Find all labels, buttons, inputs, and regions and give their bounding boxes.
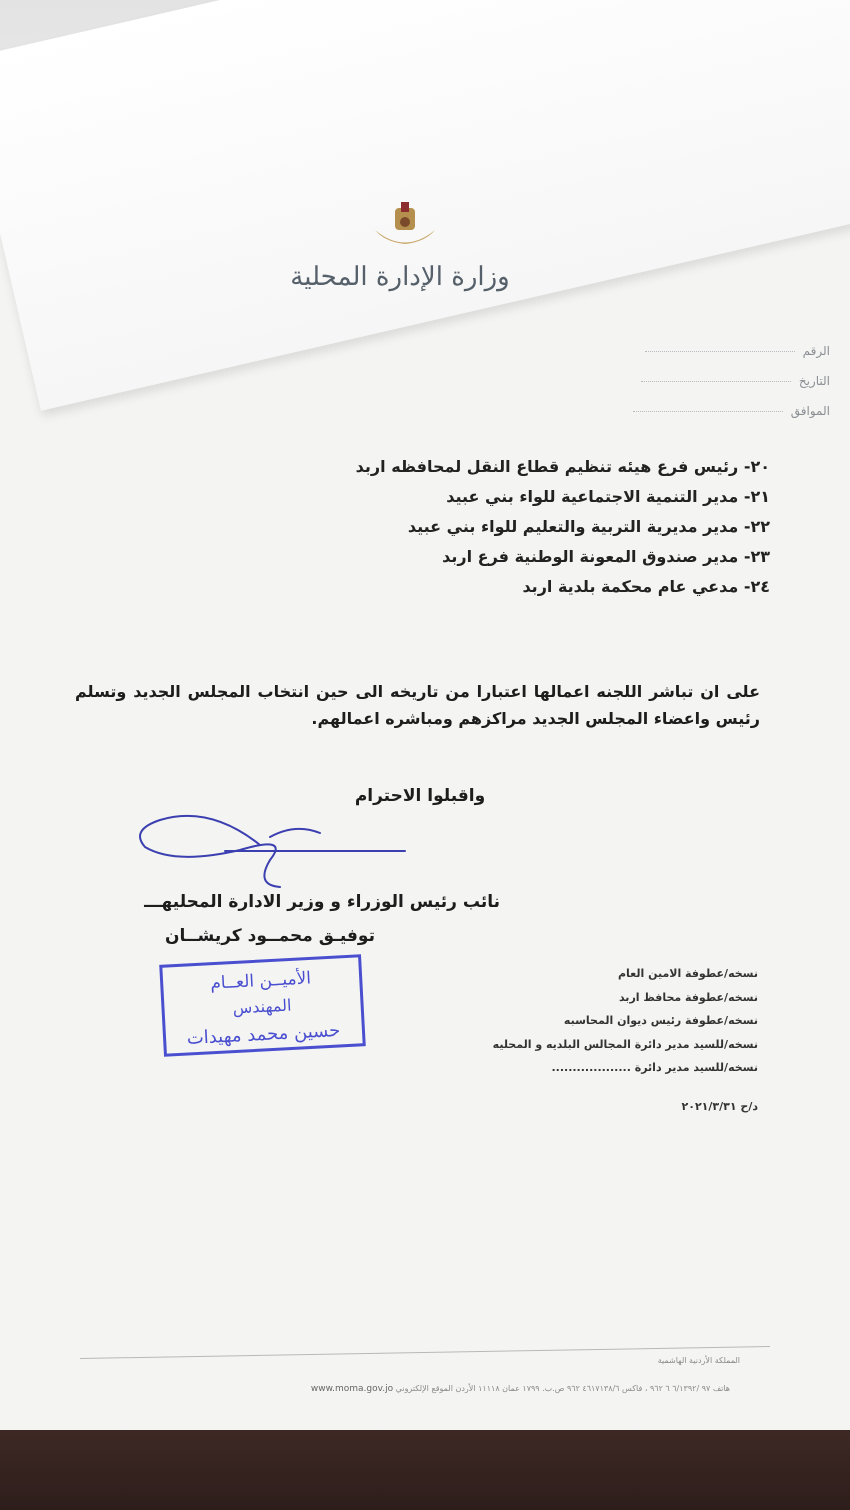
footer-contact (130, 1384, 730, 1394)
copy-item: نسخه/عطوفة محافظ اربد (618, 990, 758, 1004)
svg-text:الأميــن العــام: الأميــن العــام (209, 968, 312, 994)
field-line (645, 351, 795, 352)
signer-title: نائب رئيس الوزراء و وزير الادارة المحليهـــ (144, 892, 500, 912)
list-item: ٢٢- مدير مديرية التربية والتعليم للواء بني عبيد (407, 517, 770, 536)
field-label: الرقم (802, 344, 830, 358)
list-item: ٢١- مدير التنمية الاجتماعية للواء بني عبيد (446, 487, 770, 506)
footer-org: المملكة الأردنية الهاشمية (657, 1356, 740, 1365)
copy-item: نسخه/للسيد مدير دائرة المجالس البلديه و المحليه (492, 1037, 758, 1051)
field-line (641, 381, 791, 382)
ref-number-field (645, 344, 830, 358)
footer-website: www.moma.gov.jo (310, 1384, 394, 1394)
svg-text:حسين محمد مهيدات: حسين محمد مهيدات (186, 1019, 341, 1049)
closing-text: واقبلوا الاحترام (354, 786, 486, 806)
field-label: الموافق (790, 404, 830, 418)
field-line (633, 411, 783, 412)
signer-name: توفيـق محمــود كريشــان (165, 926, 375, 946)
reference-date: د/ح ٢٠٢١/٣/٣١ (681, 1100, 758, 1113)
ministry-name: وزارة الإدارة المحلية (290, 262, 510, 292)
copies-list (458, 962, 758, 1080)
field-label: التاريخ (798, 374, 830, 388)
ministry-emblem-icon (365, 200, 445, 260)
body-paragraph: على ان تباشر اللجنه اعمالها اعتبارا من تاريخه الى حين انتخاب المجلس الجديد وتسلم رئيس واعضاء المجلس الجديد مراكزهم ومباشره اعمالهم. (75, 682, 760, 728)
wooden-table (0, 1430, 850, 1510)
date-field (641, 374, 830, 388)
copy-item: نسخه/عطوفة رئيس ديوان المحاسبه (563, 1014, 758, 1027)
official-stamp (158, 953, 368, 1059)
list-item: ٢٣- مدير صندوق المعونة الوطنية فرع اربد (442, 547, 770, 566)
list-item: ٢٠- رئيس فرع هيئه تنظيم قطاع النقل لمحافظه اربد (355, 457, 770, 476)
svg-text:المهندس: المهندس (232, 995, 292, 1018)
member-list (210, 452, 770, 602)
copy-item: نسخه/عطوفة الامين العام (617, 967, 758, 980)
handwritten-signature (120, 805, 420, 895)
corresponding-date-field (633, 404, 830, 418)
footer-contact-text: هاتف ٩٧ /٦/١٣٩٢ ٦ ٩٦٢ ، فاكس ٤٦١٧١٣٨/٦ ٩٦٢ ص.ب. ١٧٩٩ عمان ١١١١٨ الأردن الموقع الإلكتروني (395, 1384, 730, 1393)
copy-item: نسخه/للسيد مدير دائرة ................... (551, 1061, 758, 1074)
list-item: ٢٤- مدعي عام محكمة بلدية اربد (522, 577, 770, 596)
